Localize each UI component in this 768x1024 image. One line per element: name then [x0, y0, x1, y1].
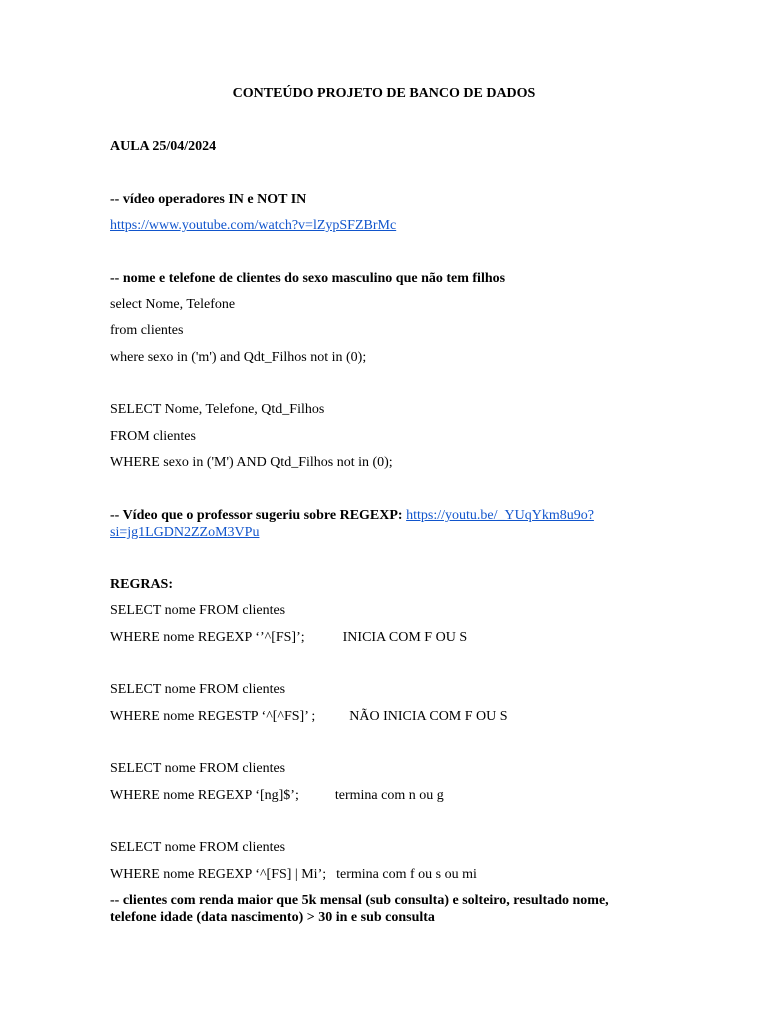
regexp-video-line [110, 507, 594, 524]
rule-where [110, 629, 467, 646]
rule-select: SELECT nome FROM clientes [110, 603, 286, 618]
regexp-video-link-cont-line [110, 524, 259, 541]
video-link-line [110, 217, 396, 234]
final-comment-line: -- clientes com renda maior que 5k mensal (sub consulta) e solteiro, resultado nome, [110, 893, 609, 908]
rule-note: NÃO INICIA COM F OU S [349, 709, 508, 724]
rule-where [110, 708, 508, 725]
query1-line: where sexo in ('m') and Qdt_Filhos not in (0); [110, 350, 367, 365]
rule-note: termina com f ou s ou mi [336, 867, 477, 882]
query2-line: SELECT Nome, Telefone, Qtd_Filhos [110, 402, 325, 417]
regexp-video-label: -- Vídeo que o professor sugeriu sobre REGEXP: [110, 508, 403, 523]
query1-comment: -- nome e telefone de clientes do sexo masculino que não tem filhos [110, 271, 506, 286]
video-heading: -- vídeo operadores IN e NOT IN [110, 192, 307, 207]
rule-where [110, 787, 444, 804]
query1-line: from clientes [110, 323, 184, 338]
rules-heading: REGRAS: [110, 577, 174, 592]
rule-select: SELECT nome FROM clientes [110, 682, 286, 697]
youtube-link[interactable]: https://www.youtube.com/watch?v=lZypSFZBrMc [110, 218, 397, 233]
rule-where-code: WHERE nome REGEXP ‘^[FS] | Mi’; [110, 867, 327, 882]
rule-where-code: WHERE nome REGEXP ‘[ng]$’; [110, 788, 299, 803]
rule-where-code: WHERE nome REGEXP ‘’^[FS]’; [110, 630, 305, 645]
regexp-video-link[interactable]: https://youtu.be/_YUqYkm8u9o? [406, 508, 594, 523]
rule-note: INICIA COM F OU S [342, 630, 468, 645]
regexp-video-link-continued[interactable]: si=jg1LGDN2ZZoM3VPu [110, 525, 260, 540]
rule-select: SELECT nome FROM clientes [110, 840, 286, 855]
rule-select: SELECT nome FROM clientes [110, 761, 286, 776]
rule-where-code: WHERE nome REGESTP ‘^[^FS]’ ; [110, 709, 316, 724]
query1-line: select Nome, Telefone [110, 297, 236, 312]
rule-note: termina com n ou g [334, 788, 444, 803]
final-comment-line: telefone idade (data nascimento) > 30 in e sub consulta [110, 910, 435, 925]
rule-where [110, 866, 477, 883]
document-title: CONTEÚDO PROJETO DE BANCO DE DADOS [232, 86, 536, 101]
query2-line: WHERE sexo in ('M') AND Qtd_Filhos not in (0); [110, 455, 393, 470]
query2-line: FROM clientes [110, 429, 196, 444]
class-date-heading: AULA 25/04/2024 [110, 139, 217, 154]
